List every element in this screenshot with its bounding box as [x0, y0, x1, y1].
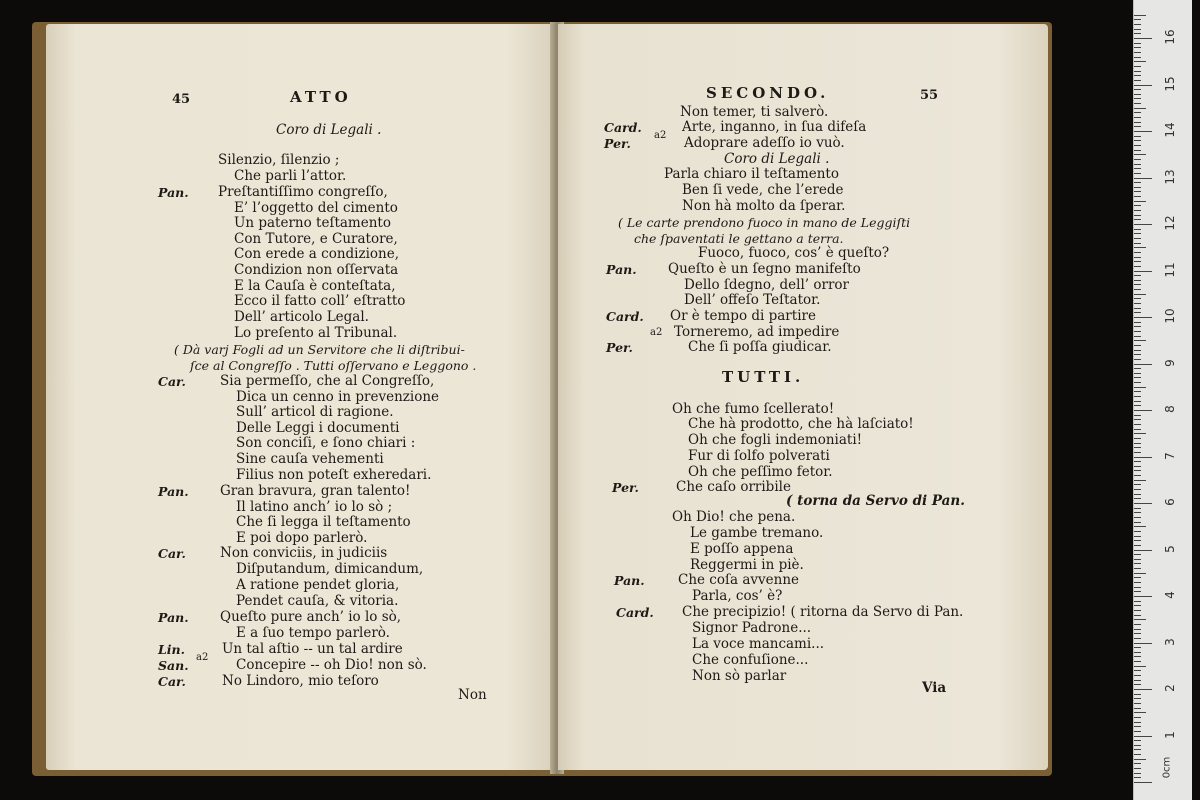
ruler-tick — [1134, 749, 1141, 750]
right-line-34: Non sò parlar — [692, 668, 787, 684]
left-page-number: 45 — [172, 92, 191, 107]
left-speaker-26: Car. — [158, 546, 186, 561]
right-speaker-2: Per. — [604, 136, 631, 151]
ruler-tick — [1134, 57, 1141, 58]
ruler-tick — [1134, 136, 1141, 137]
left-speaker-34: Car. — [158, 674, 186, 689]
ruler-tick — [1134, 284, 1141, 285]
left-line-34: No Lindoro, mio teſoro — [222, 673, 379, 689]
ruler-tick — [1134, 429, 1141, 430]
ruler-tick — [1134, 461, 1141, 462]
ruler-tick — [1134, 168, 1141, 169]
right-speaker-15: Per. — [606, 340, 633, 355]
right-stage-direction-1: ( Le carte prendono fuoco in mano de Leggiſti — [618, 215, 911, 230]
ruler-tick — [1134, 317, 1152, 318]
right-line-12: Dell’ offeſo Teſtator. — [684, 292, 821, 308]
ruler-unit-label: 0cm — [1161, 756, 1173, 779]
ruler-number: 9 — [1163, 358, 1177, 367]
ruler-tick — [1134, 210, 1141, 211]
left-line-24: Che ſi legga il teſtamento — [236, 514, 411, 530]
ruler-tick — [1134, 582, 1141, 583]
ruler-tick — [1134, 382, 1141, 383]
right-line-6: Non hà molto da ſperar. — [682, 198, 846, 214]
left-line-7: Con erede a condizione, — [234, 246, 400, 262]
ruler-number: 5 — [1163, 544, 1177, 553]
right-line-14: Torneremo, ad impedire — [674, 324, 840, 340]
ruler-tick — [1134, 368, 1141, 369]
right-line-26: E poſſo appena — [690, 541, 794, 557]
ruler-tick — [1134, 484, 1141, 485]
ruler-tick — [1134, 689, 1152, 690]
left-speaker-15: Car. — [158, 374, 186, 389]
ruler-tick — [1134, 19, 1141, 20]
right-a2-mark: a2 — [654, 130, 667, 141]
right-speaker-22: Per. — [612, 480, 639, 495]
ruler-tick — [1134, 150, 1141, 151]
right-line-31: Signor Padrone... — [692, 620, 812, 636]
ruler-tick — [1134, 191, 1141, 192]
ruler-tick — [1134, 470, 1141, 471]
ruler-tick — [1134, 131, 1152, 132]
ruler-tick — [1134, 563, 1141, 564]
ruler-number: 11 — [1163, 261, 1177, 278]
right-speaker-30: Card. — [616, 605, 654, 620]
ruler-number: 14 — [1163, 122, 1177, 138]
ruler-tick — [1134, 410, 1152, 411]
left-line-27: Diſputandum, dimicandum, — [236, 561, 424, 577]
ruler-tick — [1134, 173, 1141, 174]
ruler-tick — [1134, 154, 1146, 155]
ruler-tick — [1134, 684, 1141, 685]
ruler-tick — [1134, 15, 1146, 16]
ruler-tick — [1134, 201, 1146, 202]
ruler-tick — [1134, 350, 1141, 351]
ruler-tick — [1134, 498, 1141, 499]
ruler-tick — [1134, 405, 1141, 406]
ruler-tick — [1134, 252, 1141, 253]
ruler-tick — [1134, 591, 1141, 592]
right-stage-direction-3: ( torna da Servo di Pan. — [786, 493, 965, 509]
left-stage-direction-2: ſce al Congreſſo . Tutti oſſervano e Leggono . — [190, 358, 477, 373]
ruler-tick — [1134, 396, 1141, 397]
right-line-25: Le gambe tremano. — [690, 525, 824, 541]
ruler-tick — [1134, 29, 1141, 30]
ruler-tick — [1134, 312, 1141, 313]
ruler-number: 13 — [1163, 168, 1177, 185]
right-line-24: Oh Dio! che pena. — [672, 509, 796, 525]
ruler-tick — [1134, 89, 1141, 90]
ruler-tick — [1134, 577, 1141, 578]
ruler-tick — [1134, 731, 1141, 732]
left-catchword: Non — [458, 687, 487, 703]
ruler-tick — [1134, 238, 1141, 239]
ruler-tick — [1134, 122, 1141, 123]
ruler-number: 3 — [1163, 637, 1177, 646]
ruler-tick — [1134, 768, 1141, 769]
ruler-tick — [1134, 489, 1141, 490]
ruler-tick — [1134, 736, 1152, 737]
ruler-tick — [1134, 215, 1141, 216]
right-line-15: Che ſi poſſa giudicar. — [688, 339, 832, 355]
right-line-4: Parla chiaro il teſtamento — [664, 166, 839, 182]
ruler-tick — [1134, 247, 1146, 248]
left-line-12: Lo preſento al Tribunal. — [234, 325, 398, 341]
ruler-tick — [1134, 615, 1141, 616]
ruler-tick — [1134, 340, 1146, 341]
ruler-tick — [1134, 377, 1141, 378]
ruler-tick — [1134, 289, 1141, 290]
ruler-number: 2 — [1163, 684, 1177, 692]
ruler-tick — [1134, 717, 1141, 718]
ruler-tick — [1134, 98, 1141, 99]
ruler-tick — [1134, 726, 1141, 727]
left-speaker-30: Pan. — [158, 610, 189, 625]
left-line-23: Il latino anch’ io lo sò ; — [236, 499, 393, 515]
ruler-tick — [1134, 554, 1141, 555]
ruler-tick — [1134, 373, 1141, 374]
right-running-head: SECONDO. — [706, 84, 830, 102]
right-line-3: Coro di Legali . — [724, 151, 830, 167]
ruler-tick — [1134, 387, 1146, 388]
ruler-tick — [1134, 33, 1141, 34]
ruler-tick — [1134, 219, 1141, 220]
ruler-tick — [1134, 596, 1152, 597]
left-line-28: A ratione pendet gloria, — [236, 577, 400, 593]
ruler-tick — [1134, 610, 1141, 611]
right-line-17: Oh che fumo ſcellerato! — [672, 401, 835, 417]
left-line-22: Gran bravura, gran talento! — [220, 483, 411, 499]
ruler-tick — [1134, 164, 1141, 165]
right-line-27: Reggermi in piè. — [690, 557, 804, 573]
measuring-ruler — [1133, 0, 1192, 800]
ruler-tick — [1134, 322, 1141, 323]
ruler-tick — [1134, 712, 1146, 713]
left-line-18: Delle Leggi i documenti — [236, 420, 400, 436]
right-a2-mark-2: a2 — [650, 327, 663, 338]
right-line-2: Adoprare adeſſo io vuò. — [684, 135, 845, 151]
ruler-tick — [1134, 326, 1141, 327]
ruler-number: 8 — [1163, 405, 1177, 413]
right-line-13: Or è tempo di partire — [670, 308, 816, 324]
ruler-tick — [1134, 708, 1141, 709]
right-line-9: Fuoco, fuoco, cos’ è queſto? — [698, 245, 890, 261]
right-line-22: Che caſo orribile — [676, 479, 791, 495]
ruler-tick — [1134, 140, 1141, 141]
ruler-tick — [1134, 480, 1146, 481]
ruler-tick — [1134, 182, 1141, 183]
left-stage-direction-1: ( Dà varj Fogli ad un Servitore che li diſtribui- — [174, 342, 465, 357]
ruler-tick — [1134, 178, 1152, 179]
ruler-tick — [1134, 94, 1141, 95]
ruler-tick — [1134, 24, 1141, 25]
ruler-tick — [1134, 587, 1141, 588]
right-page — [558, 24, 1048, 770]
ruler-tick — [1134, 391, 1141, 392]
ruler-tick — [1134, 545, 1141, 546]
ruler-tick — [1134, 261, 1141, 262]
left-line-5: Un paterno teſtamento — [234, 215, 391, 231]
left-line-16: Dica un cenno in prevenzione — [236, 389, 440, 405]
ruler-tick — [1134, 443, 1141, 444]
ruler-tick — [1134, 103, 1141, 104]
ruler-tick — [1134, 433, 1146, 434]
ruler-number: 6 — [1163, 498, 1177, 506]
ruler-tick — [1134, 243, 1141, 244]
ruler-tick — [1134, 354, 1141, 355]
left-line-21: Filius non poteſt exheredari. — [236, 467, 432, 483]
right-speaker-1: Card. — [604, 120, 642, 135]
ruler-tick — [1134, 559, 1141, 560]
ruler-tick — [1134, 66, 1141, 67]
right-line-19: Oh che fogli indemoniati! — [688, 432, 863, 448]
right-page-number: 55 — [920, 88, 939, 103]
ruler-tick — [1134, 336, 1141, 337]
ruler-tick — [1134, 275, 1141, 276]
ruler-tick — [1134, 229, 1141, 230]
left-line-25: E poi dopo parlerò. — [236, 530, 368, 546]
left-line-4: E’ l’oggetto del cimento — [234, 200, 398, 216]
ruler-tick — [1134, 85, 1152, 86]
ruler-tick — [1134, 763, 1141, 764]
ruler-tick — [1134, 187, 1141, 188]
left-line-17: Sull’ articol di ragione. — [236, 404, 394, 420]
ruler-tick — [1134, 271, 1152, 272]
ruler-tick — [1134, 266, 1141, 267]
ruler-tick — [1134, 745, 1141, 746]
ruler-tick — [1134, 531, 1141, 532]
ruler-tick — [1134, 633, 1141, 634]
ruler-tick — [1134, 508, 1141, 509]
left-line-10: Ecco il fatto coll’ eſtratto — [234, 293, 406, 309]
ruler-tick — [1134, 601, 1141, 602]
ruler-tick — [1134, 308, 1141, 309]
left-line-20: Sine cauſa vehementi — [236, 451, 384, 467]
right-line-33: Che confuſione... — [692, 652, 809, 668]
left-speaker-22: Pan. — [158, 484, 189, 499]
left-running-head: ATTO — [290, 88, 352, 106]
ruler-tick — [1134, 303, 1141, 304]
ruler-tick — [1134, 419, 1141, 420]
ruler-tick — [1134, 494, 1141, 495]
ruler-tick — [1134, 629, 1141, 630]
ruler-tick — [1134, 401, 1141, 402]
right-line-11: Dello ſdegno, dell’ orror — [684, 277, 850, 293]
ruler-tick — [1134, 345, 1141, 346]
ruler-tick — [1134, 112, 1141, 113]
ruler-tick — [1134, 703, 1141, 704]
right-line-32: La voce mancami... — [692, 636, 825, 652]
left-line-31: E a ſuo tempo parlerò. — [236, 625, 390, 641]
ruler-tick — [1134, 698, 1141, 699]
ruler-tick — [1134, 536, 1141, 537]
ruler-tick — [1134, 117, 1141, 118]
ruler-tick — [1134, 424, 1141, 425]
ruler-tick — [1134, 452, 1141, 453]
ruler-tick — [1134, 47, 1141, 48]
left-speaker-32: Lin. — [158, 642, 185, 657]
right-section-heading: TUTTI. — [722, 368, 805, 386]
ruler-tick — [1134, 638, 1141, 639]
right-line-20: Fur di ſolfo polverati — [688, 448, 830, 464]
right-line-10: Queſto è un ſegno manifeſto — [668, 261, 861, 277]
ruler-number: 12 — [1163, 215, 1177, 231]
ruler-tick — [1134, 661, 1141, 662]
ruler-tick — [1134, 782, 1152, 783]
left-line-30: Queſto pure anch’ io lo sò, — [220, 609, 402, 625]
ruler-tick — [1134, 447, 1141, 448]
left-line-11: Dell’ articolo Legal. — [234, 309, 369, 325]
ruler-tick — [1134, 80, 1141, 81]
ruler-tick — [1134, 624, 1141, 625]
ruler-tick — [1134, 205, 1141, 206]
ruler-tick — [1134, 43, 1141, 44]
right-line-0: Non temer, ti salverò. — [680, 104, 829, 120]
right-catchword: Via — [922, 680, 947, 696]
right-line-21: Oh che peſſimo fetor. — [688, 464, 833, 480]
left-page — [46, 24, 556, 770]
ruler-tick — [1134, 415, 1141, 416]
left-line-15: Sia permeſſo, che al Congreſſo, — [220, 373, 435, 389]
left-line-32: Un tal aſtio -- un tal ardire — [222, 641, 403, 657]
right-line-29: Parla, cos’ è? — [692, 588, 783, 604]
ruler-tick — [1134, 605, 1141, 606]
ruler-tick — [1134, 540, 1141, 541]
right-line-5: Ben ſi vede, che l’erede — [682, 182, 844, 198]
ruler-tick — [1134, 568, 1141, 569]
ruler-tick — [1134, 38, 1152, 39]
left-line-29: Pendet cauſa, & vitoria. — [236, 593, 399, 609]
ruler-tick — [1134, 359, 1141, 360]
left-line-26: Non conviciis, in judiciis — [220, 545, 388, 561]
left-line-8: Condizion non oſſervata — [234, 262, 399, 278]
ruler-tick — [1134, 666, 1146, 667]
ruler-tick — [1134, 159, 1141, 160]
ruler-tick — [1134, 233, 1141, 234]
ruler-tick — [1134, 759, 1146, 760]
ruler-tick — [1134, 457, 1152, 458]
ruler-tick — [1134, 722, 1141, 723]
ruler-tick — [1134, 550, 1152, 551]
ruler-tick — [1134, 773, 1141, 774]
ruler-tick — [1134, 126, 1141, 127]
right-line-1: Arte, inganno, in ſua difeſa — [682, 119, 867, 135]
ruler-tick — [1134, 619, 1146, 620]
ruler-tick — [1134, 652, 1141, 653]
ruler-tick — [1134, 364, 1152, 365]
ruler-number: 1 — [1163, 730, 1177, 739]
ruler-tick — [1134, 740, 1141, 741]
ruler-tick — [1134, 298, 1141, 299]
right-stage-direction-2: che ſpaventati le gettano a terra. — [634, 231, 844, 246]
ruler-tick — [1134, 680, 1141, 681]
ruler-number: 10 — [1163, 308, 1177, 324]
ruler-tick — [1134, 512, 1141, 513]
left-line-0: Coro di Legali . — [276, 122, 382, 138]
right-speaker-13: Card. — [606, 309, 644, 324]
ruler-tick — [1134, 280, 1141, 281]
ruler-tick — [1134, 294, 1146, 295]
ruler-tick — [1134, 754, 1141, 755]
left-line-2: Che parli l’attor. — [234, 168, 347, 184]
ruler-tick — [1134, 466, 1141, 467]
left-line-6: Con Tutore, e Curatore, — [234, 231, 398, 247]
ruler-tick — [1134, 224, 1152, 225]
ruler-tick — [1134, 694, 1141, 695]
ruler-tick — [1134, 196, 1141, 197]
ruler-tick — [1134, 145, 1141, 146]
ruler-tick — [1134, 675, 1141, 676]
ruler-tick — [1134, 647, 1141, 648]
ruler-tick — [1134, 475, 1141, 476]
right-speaker-10: Pan. — [606, 262, 637, 277]
left-a2-mark: a2 — [196, 652, 209, 663]
ruler-tick — [1134, 75, 1141, 76]
left-line-33: Concepire -- oh Dio! non sò. — [236, 657, 427, 673]
left-speaker-33: San. — [158, 658, 189, 673]
ruler-number: 16 — [1163, 29, 1177, 45]
ruler-number: 4 — [1163, 591, 1177, 599]
ruler-tick — [1134, 643, 1152, 644]
ruler-tick — [1134, 108, 1146, 109]
ruler-tick — [1134, 52, 1141, 53]
left-speaker-3: Pan. — [158, 185, 189, 200]
ruler-tick — [1134, 438, 1141, 439]
left-line-1: Silenzio, ſilenzio ; — [218, 152, 340, 168]
ruler-tick — [1134, 670, 1141, 671]
ruler-tick — [1134, 257, 1141, 258]
ruler-tick — [1134, 503, 1152, 504]
right-speaker-28: Pan. — [614, 573, 645, 588]
right-line-18: Che hà prodotto, che hà laſciato! — [688, 416, 914, 432]
ruler-tick — [1134, 61, 1146, 62]
ruler-tick — [1134, 522, 1141, 523]
ruler-tick — [1134, 331, 1141, 332]
left-line-19: Son conciſi, e ſono chiari : — [236, 435, 416, 451]
ruler-tick — [1134, 71, 1141, 72]
ruler-tick — [1134, 573, 1146, 574]
ruler-number: 7 — [1163, 451, 1177, 460]
ruler-tick — [1134, 526, 1146, 527]
right-line-30: Che precipizio! ( ritorna da Servo di Pan. — [682, 604, 964, 620]
ruler-tick — [1134, 517, 1141, 518]
left-line-9: E la Cauſa è conteſtata, — [234, 278, 396, 294]
right-line-28: Che coſa avvenne — [678, 572, 799, 588]
left-line-3: Preſtantiſſimo congreſſo, — [218, 184, 388, 200]
ruler-tick — [1134, 656, 1141, 657]
ruler-tick — [1134, 777, 1141, 778]
ruler-number: 15 — [1163, 75, 1177, 92]
